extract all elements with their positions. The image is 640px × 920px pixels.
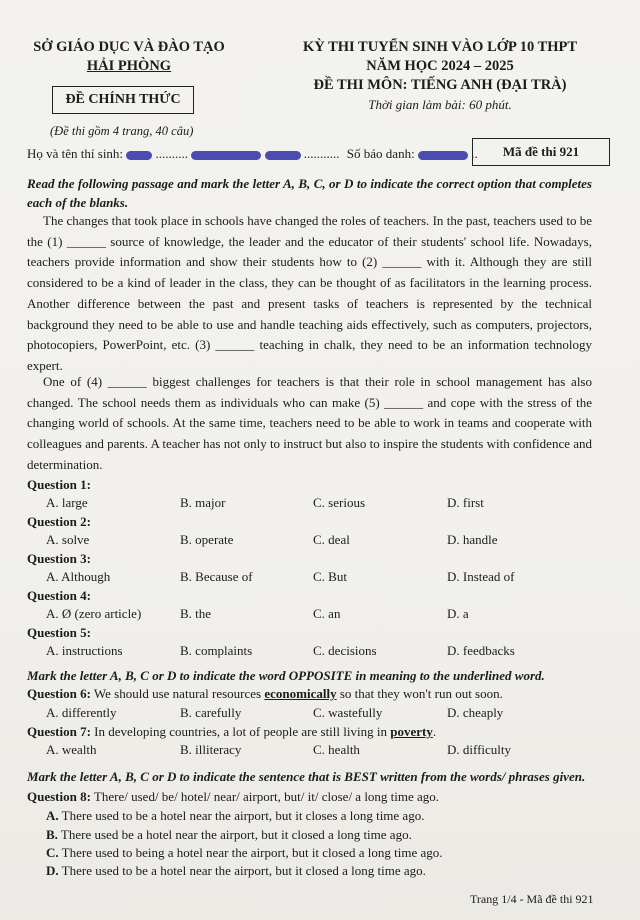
- question-1-option: C. serious: [313, 495, 365, 510]
- question-3-label: Question 3:: [27, 551, 91, 566]
- question-8: [27, 789, 439, 805]
- exam-name: KỲ THI TUYỂN SINH VÀO LỚP 10 THPT: [302, 39, 578, 55]
- candidate-number-label: Số báo danh:: [346, 146, 415, 161]
- exam-title-block: [270, 38, 610, 114]
- question-5-option: D. feedbacks: [447, 643, 515, 658]
- q7-option: D. difficulty: [447, 742, 512, 757]
- question-text: There/ used/ be/ hotel/ near/ airport, but/ it/ close/ a long time ago.: [90, 789, 440, 804]
- question-6: [27, 686, 503, 702]
- section1-instruction: Read the following passage and mark the letter A, B, C, or D to indicate the correct option that completes each of the blanks.: [27, 176, 592, 210]
- underlined-word: economically: [264, 686, 337, 701]
- option-letter: D.: [46, 863, 59, 878]
- redaction-mark: [265, 151, 301, 160]
- question-3-option: A. Although: [46, 569, 111, 584]
- q6-option: C. wastefully: [313, 705, 383, 720]
- option-text: There used to be a hotel near the airport, but it closes a long time ago.: [58, 808, 425, 823]
- q7-option: B. illiteracy: [180, 742, 242, 757]
- question-4-option: C. an: [313, 606, 341, 621]
- underlined-word: poverty: [390, 724, 433, 739]
- q8-option-b: [46, 827, 412, 843]
- question-1-label: Question 1:: [27, 477, 91, 492]
- section2-instruction: Mark the letter A, B, C or D to indicate the word OPPOSITE in meaning to the underlined word.: [27, 668, 545, 683]
- question-label: Question 6:: [27, 686, 91, 701]
- q6-option: A. differently: [46, 705, 117, 720]
- redaction-mark: [191, 151, 261, 160]
- redaction-mark: [126, 151, 152, 160]
- question-3-option: C. But: [313, 569, 347, 584]
- question-label: Question 7:: [27, 724, 91, 739]
- q6-option: B. carefully: [180, 705, 242, 720]
- school-year: NĂM HỌC 2024 – 2025: [366, 58, 514, 74]
- issuer-city: HẢI PHÒNG: [86, 58, 172, 74]
- issuer-department: SỞ GIÁO DỤC VÀ ĐÀO TẠO: [33, 39, 225, 55]
- q6-option: D. cheaply: [447, 705, 504, 720]
- q7-option: C. health: [313, 742, 360, 757]
- question-2-option: C. deal: [313, 532, 350, 547]
- q8-option-a: [46, 808, 424, 824]
- question-text: so that they won't run out soon.: [336, 686, 503, 701]
- question-5-option: C. decisions: [313, 643, 377, 658]
- option-letter: A.: [46, 808, 59, 823]
- question-1-option: D. first: [447, 495, 484, 510]
- question-text: .: [432, 724, 437, 739]
- q7-option: A. wealth: [46, 742, 97, 757]
- question-4-option: D. a: [447, 606, 469, 621]
- question-5-label: Question 5:: [27, 625, 91, 640]
- question-5-option: B. complaints: [180, 643, 253, 658]
- q8-option-c: [46, 845, 443, 861]
- question-4-label: Question 4:: [27, 588, 91, 603]
- option-letter: B.: [46, 827, 58, 842]
- exam-code-box: Mã đề thi 921: [472, 138, 610, 166]
- official-exam-box: ĐỀ CHÍNH THỨC: [52, 86, 194, 114]
- option-letter: C.: [46, 845, 59, 860]
- exam-subject: ĐỀ THI MÔN: TIẾNG ANH (ĐẠI TRÀ): [313, 77, 567, 93]
- q8-option-d: [46, 863, 426, 879]
- section3-instruction: Mark the letter A, B, C or D to indicate the sentence that is BEST written from the words/ phrases given.: [27, 769, 586, 784]
- name-dots: ..........: [155, 146, 189, 161]
- passage-paragraph-1: The changes that took place in schools have changed the roles of teachers. In the past, teachers used to be the (1) ______ source of knowledge, the leader and the educator of their students' school life. Nowadays, teachers provide information and show their students how to (2) ______ with it. Although they are still considered to be a kind of leader in the class, they can be thought of as facilitators in the learning process. Another difference between the past and present tasks of teachers is represented by the technical background they need to be able to use and handle teaching aids effectively, such as computers, projectors, photocopiers, PowerPoint, etc. (3) ______ teaching in chalk, they need to be an information technology expert.: [27, 213, 592, 373]
- option-text: There used to being a hotel near the airport, but it closed a long time ago.: [58, 845, 443, 860]
- page-count-note: (Đề thi gồm 4 trang, 40 câu): [50, 124, 194, 138]
- candidate-name-label: Họ và tên thí sinh:: [27, 146, 124, 161]
- question-2-option: B. operate: [180, 532, 234, 547]
- page-footer: Trang 1/4 - Mã đề thi 921: [470, 892, 594, 906]
- name-dots-end: ...........: [303, 146, 340, 161]
- question-3-option: B. Because of: [180, 569, 253, 584]
- option-text: There used to be a hotel near the airport, but it closed a long time ago.: [58, 863, 426, 878]
- question-7: [27, 724, 436, 740]
- question-1-option: B. major: [180, 495, 226, 510]
- redaction-mark: [418, 151, 468, 160]
- question-5-option: A. instructions: [46, 643, 123, 658]
- question-2-label: Question 2:: [27, 514, 91, 529]
- question-2-option: D. handle: [447, 532, 498, 547]
- option-text: There used be a hotel near the airport, but it closed a long time ago.: [57, 827, 412, 842]
- question-text: In developing countries, a lot of people are still living in: [90, 724, 391, 739]
- question-1-option: A. large: [46, 495, 88, 510]
- number-dots: ..: [471, 146, 478, 161]
- passage-paragraph-2: One of (4) ______ biggest challenges for teachers is that their role in school management has also changed. The school needs them as individuals who can make (5) ______ and cope with the stress of the changing world of schools. At the same time, teachers need to be able to work in teams and cooperate with colleagues and parents. A teacher has not only to instruct but also to inspire the students with confidence and determination.: [27, 374, 592, 472]
- question-2-option: A. solve: [46, 532, 90, 547]
- question-3-option: D. Instead of: [447, 569, 515, 584]
- question-text: We should use natural resources: [90, 686, 265, 701]
- question-4-option: B. the: [180, 606, 212, 621]
- issuer-block: [24, 38, 234, 76]
- exam-duration: Thời gian làm bài: 60 phút.: [368, 97, 512, 112]
- candidate-info-row: [27, 146, 478, 162]
- question-label: Question 8:: [27, 789, 91, 804]
- question-4-option: A. Ø (zero article): [46, 606, 142, 621]
